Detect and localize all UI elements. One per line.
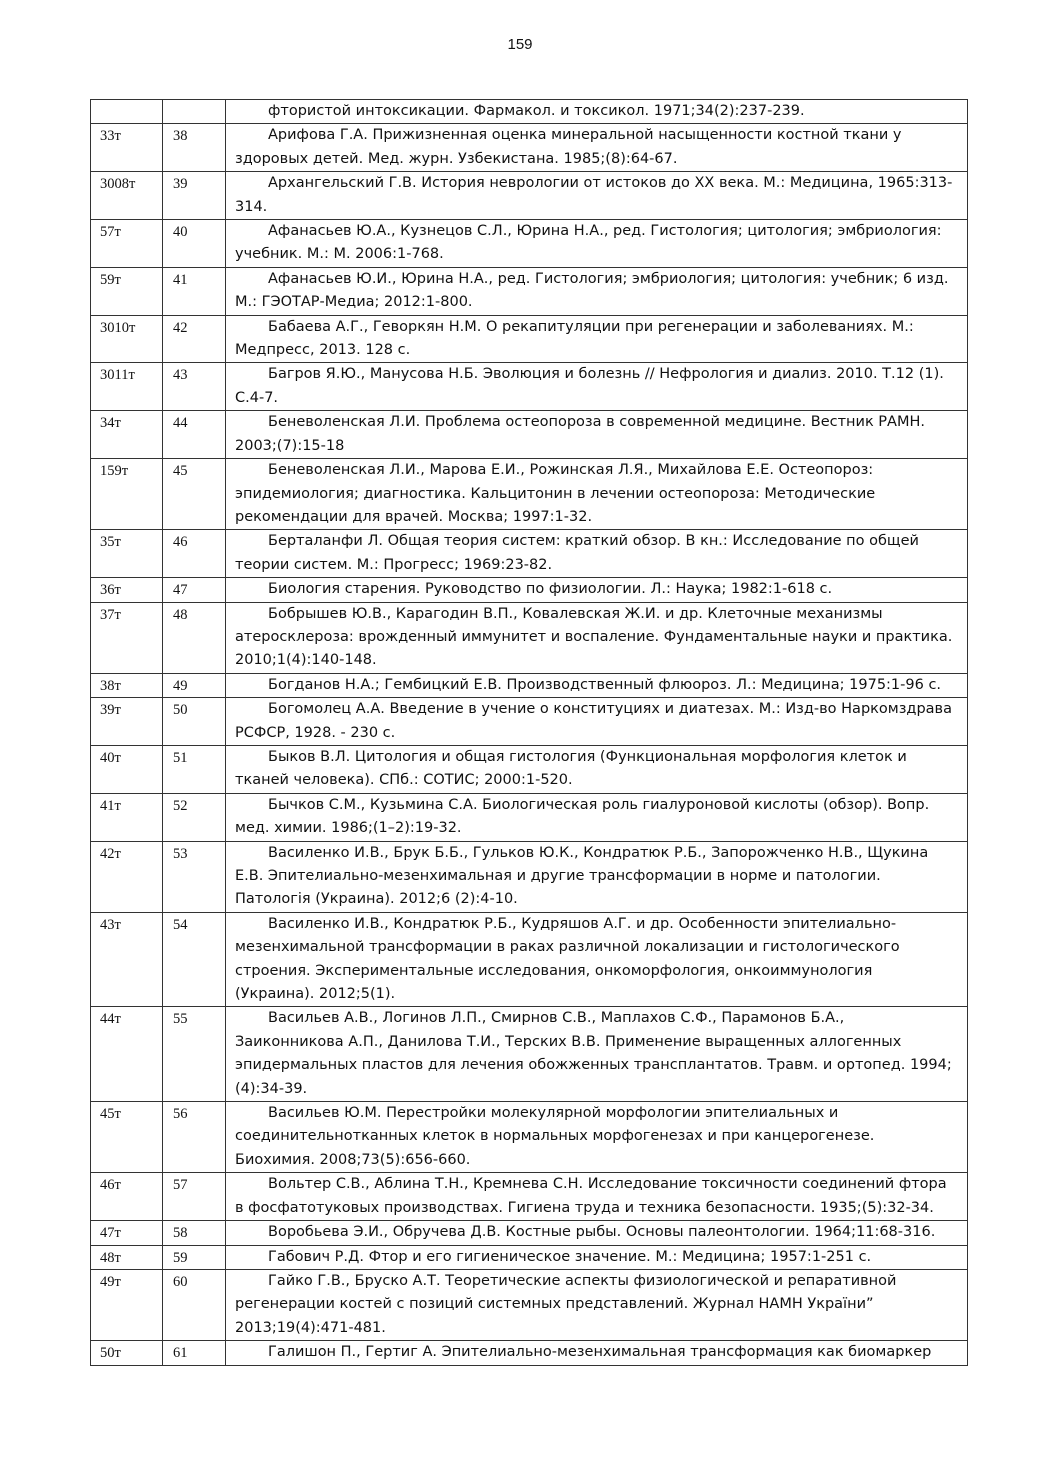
reference-code: 3010т	[91, 315, 163, 363]
reference-number: 47	[163, 578, 226, 602]
reference-text: Васильев А.В., Логинов Л.П., Смирнов С.В., Маплахов С.Ф., Парамонов Б.А., Заиконникова А.П., Данилова Т.И., Терских В.В. Применение выращенных аллогенных эпидермальных пластов для лечения обожженных трансплантатов. Травм. и ортопед. 1994;(4):34-39.	[226, 1007, 968, 1102]
reference-text: Богданов Н.А.; Гембицкий Е.В. Производственный флюороз. Л.: Медицина; 1975:1-96 с.	[226, 673, 968, 697]
reference-code: 39т	[91, 698, 163, 746]
reference-code: 37т	[91, 602, 163, 673]
reference-code: 36т	[91, 578, 163, 602]
reference-row	[91, 1341, 968, 1365]
reference-text: Габович Р.Д. Фтор и его гигиеническое значение. М.: Медицина; 1957:1-251 с.	[226, 1245, 968, 1269]
reference-row	[91, 1173, 968, 1221]
reference-text: Гайко Г.В., Бруско А.Т. Теоретические аспекты физиологической и репаративной регенерации костей с позиций системных представлений. Журнал НАМН України” 2013;19(4):471-481.	[226, 1269, 968, 1340]
reference-row	[91, 1007, 968, 1102]
reference-number: 55	[163, 1007, 226, 1102]
reference-row	[91, 1102, 968, 1173]
reference-text: Василенко И.В., Брук Б.Б., Гульков Ю.К., Кондратюк Р.Б., Запорожченко Н.В., Щукина Е.В. Эпителиально-мезенхимальная и другие трансформации в норме и патологии. Патологія (Украина). 2012;6 (2):4-10.	[226, 841, 968, 912]
reference-number: 57	[163, 1173, 226, 1221]
reference-text: Афанасьев Ю.И., Юрина Н.А., ред. Гистология; эмбриология; цитология: учебник; 6 изд. М.: ГЭОТАР-Медиа; 2012:1-800.	[226, 267, 968, 315]
reference-number: 58	[163, 1221, 226, 1245]
reference-number: 52	[163, 793, 226, 841]
reference-code: 50т	[91, 1341, 163, 1365]
reference-code: 48т	[91, 1245, 163, 1269]
reference-row	[91, 578, 968, 602]
reference-row	[91, 745, 968, 793]
reference-row	[91, 363, 968, 411]
reference-row	[91, 459, 968, 530]
reference-row	[91, 100, 968, 124]
reference-number: 54	[163, 912, 226, 1007]
reference-row	[91, 267, 968, 315]
reference-number: 56	[163, 1102, 226, 1173]
reference-text: Берталанфи Л. Общая теория систем: краткий обзор. В кн.: Исследование по общей теории систем. М.: Прогресс; 1969:23-82.	[226, 530, 968, 578]
reference-code: 3008т	[91, 172, 163, 220]
reference-row	[91, 1269, 968, 1340]
reference-row	[91, 530, 968, 578]
reference-text: Афанасьев Ю.А., Кузнецов С.Л., Юрина Н.А., ред. Гистология; цитология; эмбриология: учебник. М.: М. 2006:1-768.	[226, 220, 968, 268]
reference-row	[91, 602, 968, 673]
reference-row	[91, 1221, 968, 1245]
reference-text: Быков В.Л. Цитология и общая гистология (Функциональная морфология клеток и тканей человека). СПб.: СОТИС; 2000:1-520.	[226, 745, 968, 793]
reference-text: Бобрышев Ю.В., Карагодин В.П., Ковалевская Ж.И. и др. Клеточные механизмы атеросклероза: врожденный иммунитет и воспаление. Фундаментальные науки и практика. 2010;1(4):140-148.	[226, 602, 968, 673]
reference-code: 44т	[91, 1007, 163, 1102]
reference-code: 33т	[91, 124, 163, 172]
reference-number: 40	[163, 220, 226, 268]
reference-code: 3011т	[91, 363, 163, 411]
reference-code: 57т	[91, 220, 163, 268]
reference-text: Арифова Г.А. Прижизненная оценка минеральной насыщенности костной ткани у здоровых детей. Мед. журн. Узбекистана. 1985;(8):64-67.	[226, 124, 968, 172]
reference-row	[91, 411, 968, 459]
reference-text: Васильев Ю.М. Перестройки молекулярной морфологии эпителиальных и соединительнотканных клеток в нормальных морфогенезах и при канцерогенезе. Биохимия. 2008;73(5):656-660.	[226, 1102, 968, 1173]
reference-row	[91, 841, 968, 912]
reference-number: 60	[163, 1269, 226, 1340]
reference-number: 39	[163, 172, 226, 220]
reference-number: 41	[163, 267, 226, 315]
reference-row	[91, 124, 968, 172]
reference-code: 42т	[91, 841, 163, 912]
reference-text: Богомолец А.А. Введение в учение о конституциях и диатезах. М.: Изд-во Наркомздрава РСФСР, 1928. - 230 с.	[226, 698, 968, 746]
reference-number: 53	[163, 841, 226, 912]
reference-code: 47т	[91, 1221, 163, 1245]
page-number: 159	[507, 36, 533, 53]
reference-code: 43т	[91, 912, 163, 1007]
reference-code: 46т	[91, 1173, 163, 1221]
reference-number: 42	[163, 315, 226, 363]
reference-number: 45	[163, 459, 226, 530]
reference-text: Архангельский Г.В. История неврологии от истоков до XX века. М.: Медицина, 1965:313-314.	[226, 172, 968, 220]
reference-number: 59	[163, 1245, 226, 1269]
references-table-body	[91, 100, 968, 1366]
reference-number: 38	[163, 124, 226, 172]
reference-code: 38т	[91, 673, 163, 697]
reference-text: Биология старения. Руководство по физиологии. Л.: Наука; 1982:1-618 с.	[226, 578, 968, 602]
reference-number: 46	[163, 530, 226, 578]
reference-text: Бычков С.М., Кузьмина С.А. Биологическая роль гиалуроновой кислоты (обзор). Вопр. мед. химии. 1986;(1–2):19-32.	[226, 793, 968, 841]
reference-number: 43	[163, 363, 226, 411]
reference-row	[91, 1245, 968, 1269]
reference-number: 61	[163, 1341, 226, 1365]
reference-code: 41т	[91, 793, 163, 841]
references-table	[90, 99, 968, 1366]
reference-number: 50	[163, 698, 226, 746]
reference-text: Василенко И.В., Кондратюк Р.Б., Кудряшов А.Г. и др. Особенности эпителиально-мезенхимальной трансформации в раках различной локализации и гистологического строения. Экспериментальные исследования, онкоморфология, онкоиммунология (Украина). 2012;5(1).	[226, 912, 968, 1007]
reference-row	[91, 698, 968, 746]
reference-row	[91, 172, 968, 220]
reference-number: 44	[163, 411, 226, 459]
reference-text: Воробьева Э.И., Обручева Д.В. Костные рыбы. Основы палеонтологии. 1964;11:68-316.	[226, 1221, 968, 1245]
reference-code: 49т	[91, 1269, 163, 1340]
reference-number: 51	[163, 745, 226, 793]
reference-text: Беневоленская Л.И., Марова Е.И., Рожинская Л.Я., Михайлова Е.Е. Остеопороз: эпидемиология; диагностика. Кальцитонин в лечении остеопороза: Методические рекомендации для врачей. Москва; 1997:1-32.	[226, 459, 968, 530]
reference-text: Багров Я.Ю., Манусова Н.Б. Эволюция и болезнь // Нефрология и диализ. 2010. Т.12 (1). С.4-7.	[226, 363, 968, 411]
reference-text: Галишон П., Гертиг А. Эпителиально-мезенхимальная трансформация как биомаркер	[226, 1341, 968, 1365]
reference-text: Бабаева А.Г., Геворкян Н.М. О рекапитуляции при регенерации и заболеваниях. М.: Медпресс, 2013. 128 с.	[226, 315, 968, 363]
reference-row	[91, 315, 968, 363]
reference-code	[91, 100, 163, 124]
reference-row	[91, 912, 968, 1007]
reference-code: 45т	[91, 1102, 163, 1173]
reference-row	[91, 220, 968, 268]
reference-code: 40т	[91, 745, 163, 793]
reference-number: 48	[163, 602, 226, 673]
reference-number: 49	[163, 673, 226, 697]
reference-row	[91, 793, 968, 841]
reference-number	[163, 100, 226, 124]
reference-code: 59т	[91, 267, 163, 315]
reference-row	[91, 673, 968, 697]
reference-text: Вольтер С.В., Аблина Т.Н., Кремнева С.Н. Исследование токсичности соединений фтора в фосфатотуковых производствах. Гигиена труда и техника безопасности. 1935;(5):32-34.	[226, 1173, 968, 1221]
reference-code: 159т	[91, 459, 163, 530]
reference-code: 34т	[91, 411, 163, 459]
reference-text: фтористой интоксикации. Фармакол. и токсикол. 1971;34(2):237-239.	[226, 100, 968, 124]
reference-text: Беневоленская Л.И. Проблема остеопороза в современной медицине. Вестник РАМН. 2003;(7):15-18	[226, 411, 968, 459]
reference-code: 35т	[91, 530, 163, 578]
